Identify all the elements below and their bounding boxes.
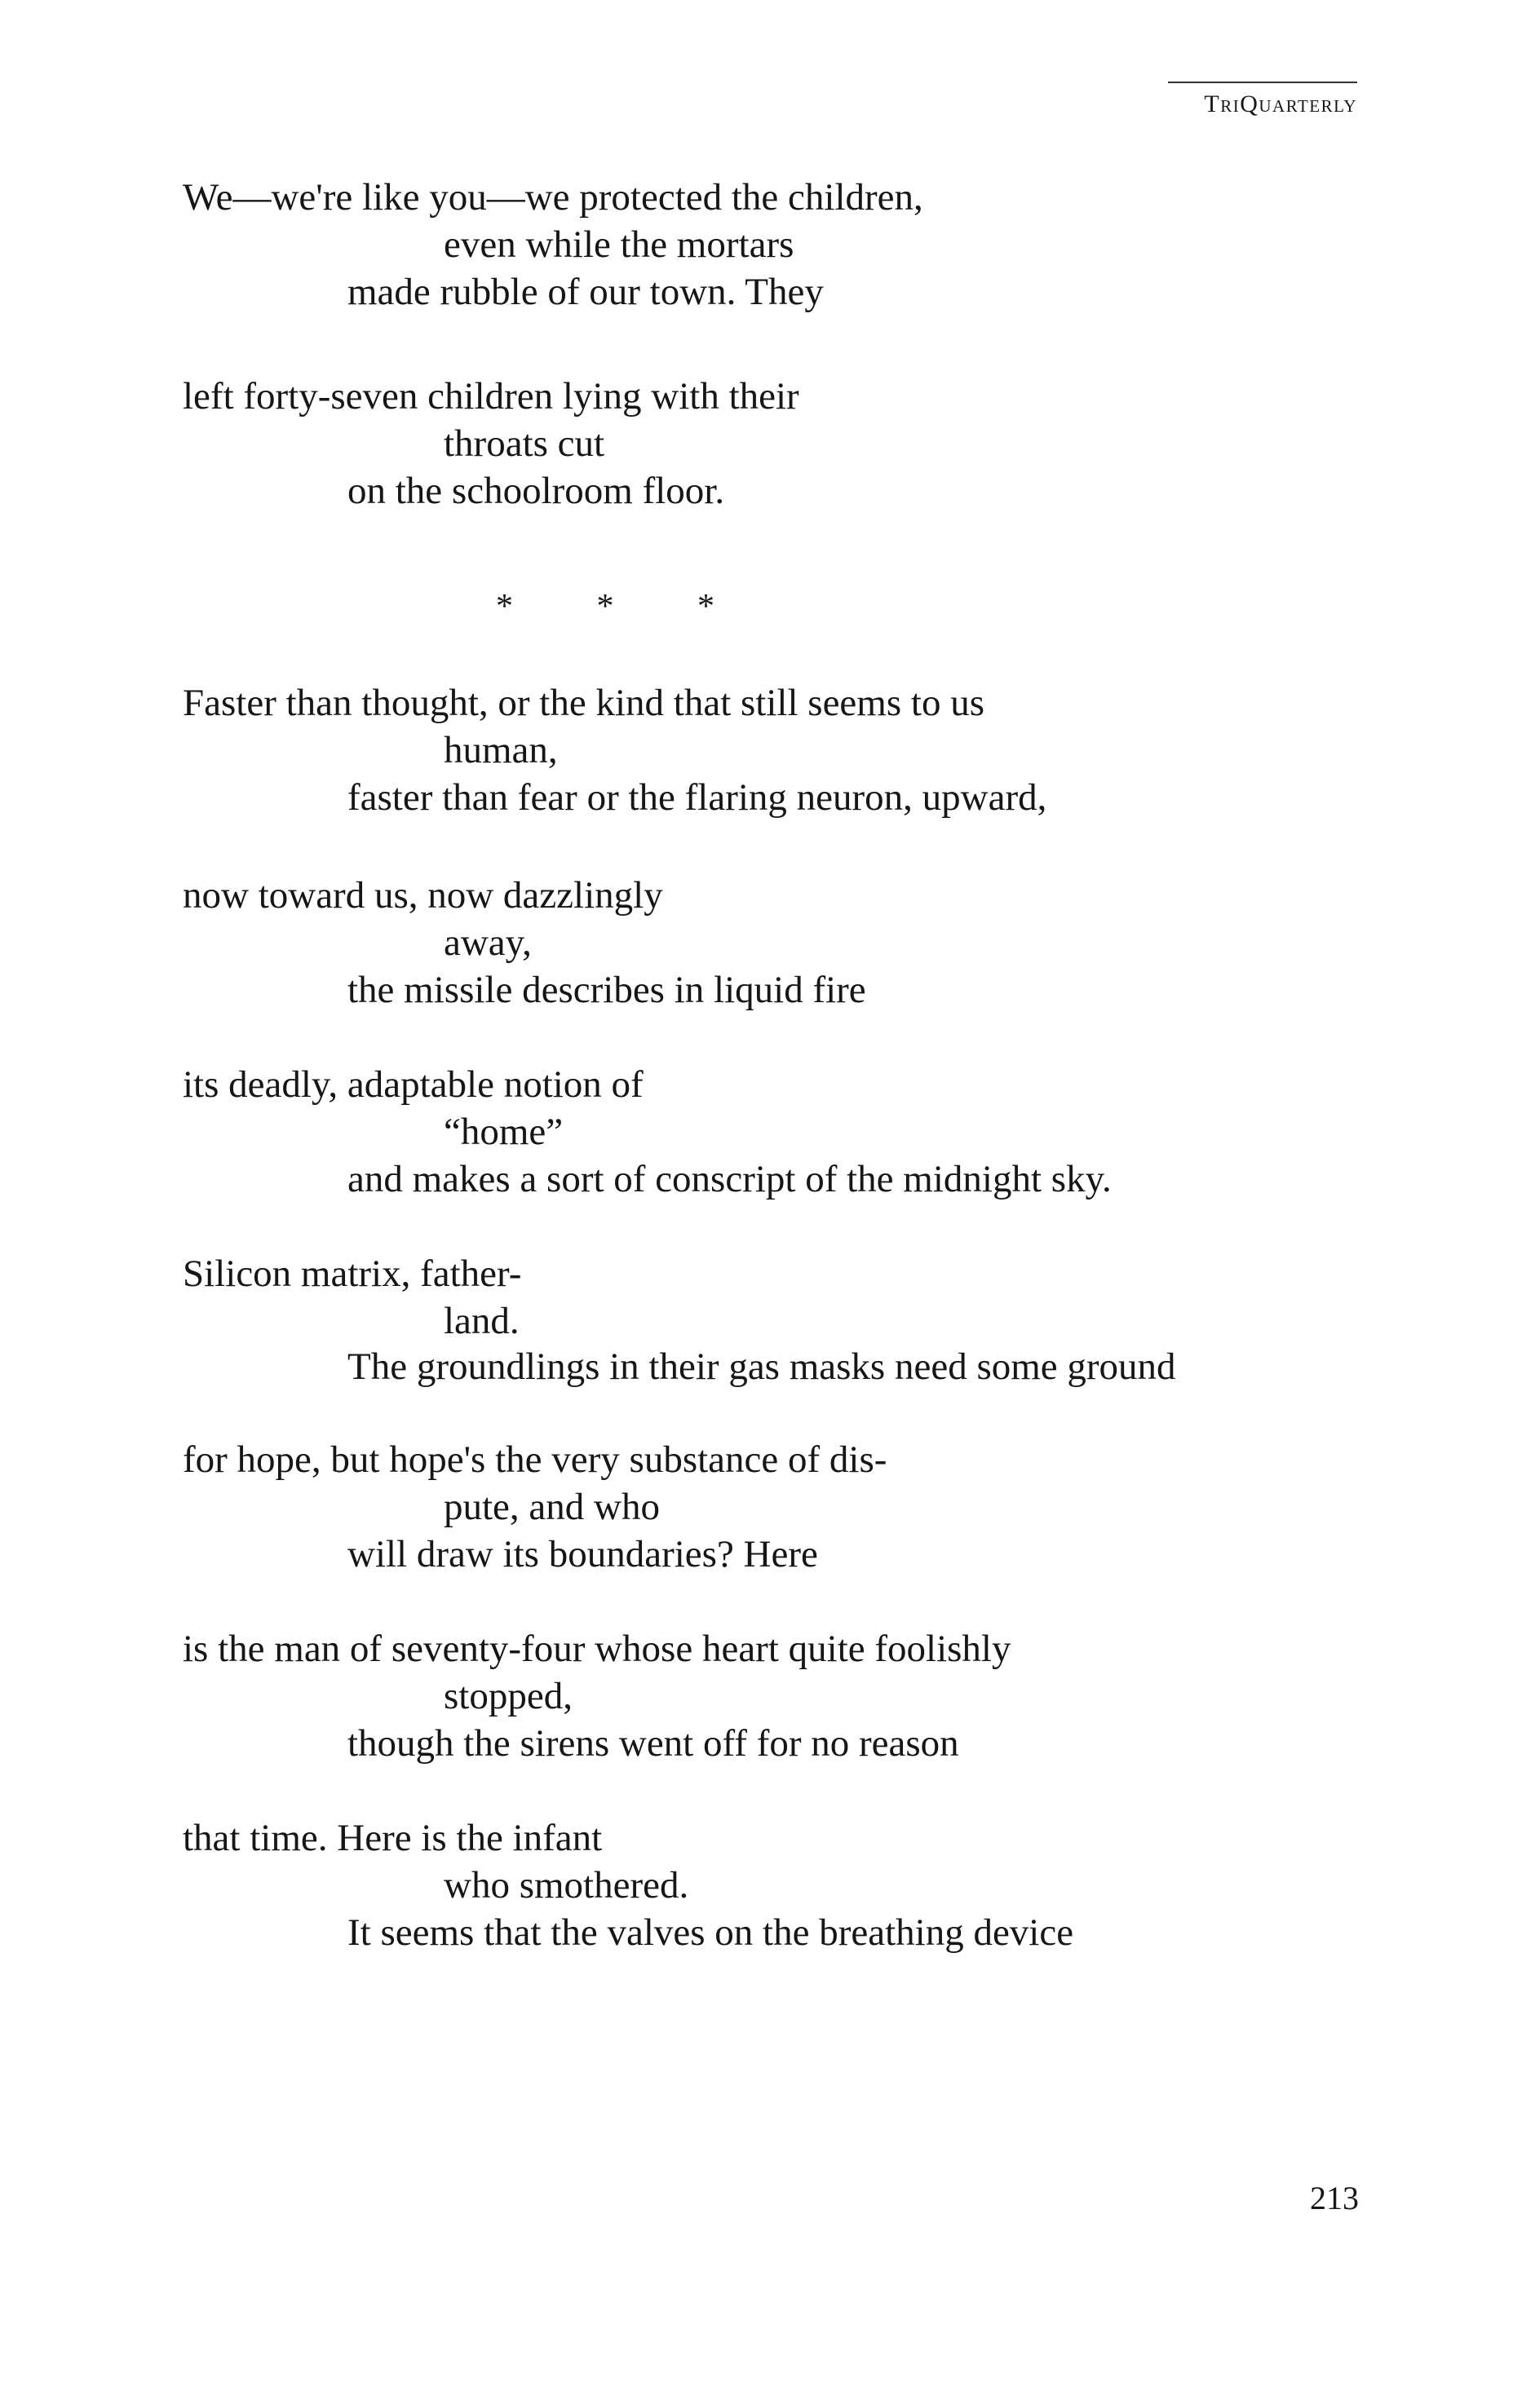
poem-line: the missile describes in liquid fire (347, 969, 866, 1011)
poem-line: its deadly, adaptable notion of (183, 1063, 644, 1106)
poem-line: made rubble of our town. They (347, 271, 824, 313)
poem-line: even while the mortars (444, 223, 794, 266)
poem-line: Silicon matrix, father- (183, 1253, 522, 1295)
poem-line: now toward us, now dazzlingly (183, 874, 663, 917)
poem-line: We—we're like you—we protected the children, (183, 176, 923, 219)
asterisk: * (596, 588, 614, 625)
poem-line: is the man of seventy-four whose heart quite foolishly (183, 1628, 1011, 1670)
poem-line: away, (444, 921, 532, 964)
poem-line: and makes a sort of conscript of the midnight sky. (347, 1158, 1112, 1200)
poem-line: that time. Here is the infant (183, 1817, 603, 1859)
poem-line: “home” (444, 1111, 564, 1153)
poem-line: throats cut (444, 422, 605, 465)
poem-line: left forty-seven children lying with their (183, 375, 799, 418)
poem-line: Faster than thought, or the kind that still seems to us (183, 682, 984, 724)
poem-line: though the sirens went off for no reason (347, 1722, 959, 1765)
page-number: 213 (1310, 2180, 1359, 2216)
poem-line: The groundlings in their gas masks need some ground (347, 1345, 1176, 1388)
asterisk: * (496, 588, 513, 625)
poem-line: It seems that the valves on the breathing device (347, 1911, 1074, 1954)
poem-line: who smothered. (444, 1864, 689, 1907)
poem-line: pute, and who (444, 1486, 660, 1528)
poem-line: human, (444, 729, 558, 771)
section-break (496, 584, 790, 630)
running-head: TriQuarterly (1168, 82, 1357, 119)
poem-line: will draw its boundaries? Here (347, 1533, 818, 1575)
asterisk: * (697, 588, 714, 625)
poem-line: faster than fear or the flaring neuron, upward, (347, 776, 1047, 819)
poem-line: land. (444, 1300, 520, 1342)
poem-line: on the schoolroom floor. (347, 470, 725, 512)
poem-line: stopped, (444, 1675, 573, 1717)
poem-line: for hope, but hope's the very substance of dis- (183, 1438, 887, 1481)
